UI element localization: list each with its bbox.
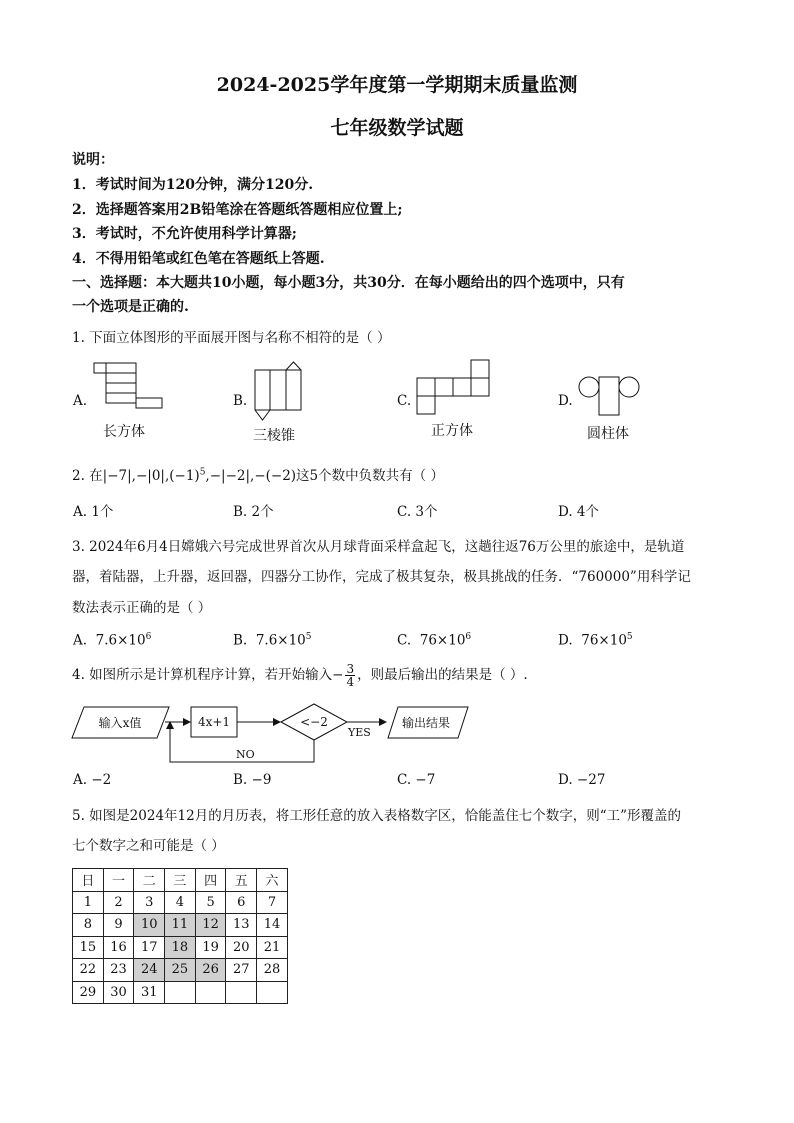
q2-option-d: D. 4个: [558, 504, 600, 520]
calendar-cell: 5: [195, 891, 226, 914]
calendar-cell: 27: [226, 959, 257, 982]
program-flowchart: [70, 700, 470, 768]
calendar-row: [73, 981, 288, 1004]
question-3-line: 3. 2024年6月4日嫦娥六号完成世界首次从月球背面采样盒起飞，这趟往返76万公里的旅途中，是轨道: [72, 539, 685, 555]
fraction: $\frac{3}{4}$: [346, 662, 355, 689]
calendar-cell: 30: [103, 981, 134, 1004]
calendar-header-cell: 四: [195, 869, 226, 892]
q1-option-a-caption: 长方体: [103, 424, 145, 440]
instruction-item: 2．选择题答案用2B铅笔涂在答题纸答题相应位置上;: [72, 202, 403, 218]
q2-option-c: C. 3个: [397, 504, 438, 520]
instruction-item: 4．不得用铅笔或红色笔在答题纸上答题.: [72, 251, 325, 267]
question-2-stem: 2. 在$|-7|,-|0|,(-1)^5,-|-2|,-(-2)$这5个数中负数共有（ ）: [72, 467, 444, 484]
calendar-header-cell: 三: [165, 869, 196, 892]
flow-yes-label: YES: [348, 726, 371, 739]
flow-input-text: 输入x值: [98, 716, 142, 730]
q4-option-b: B. −9: [233, 772, 272, 788]
calendar-cell: 29: [73, 981, 104, 1004]
section-heading-cont: 一个选项是正确的.: [72, 299, 189, 315]
calendar-header-cell: 六: [257, 869, 288, 892]
calendar-cell: 16: [103, 936, 134, 959]
calendar-cell: 12: [195, 914, 226, 937]
instructions-heading: 说明：: [72, 152, 114, 168]
cuboid-net-figure: [90, 358, 170, 414]
q4-option-d: D. −27: [558, 772, 606, 788]
q2-option-b: B. 2个: [233, 504, 274, 520]
calendar-cell: 8: [73, 914, 104, 937]
cube-net-figure: [413, 358, 493, 416]
cylinder-net-figure: [575, 375, 645, 417]
calendar-row: [73, 891, 288, 914]
calendar-cell: 3: [134, 891, 165, 914]
q3-option-c: C. $76\times 10^6$: [397, 632, 472, 649]
calendar-cell: 20: [226, 936, 257, 959]
q1-option-c-label: C.: [397, 393, 412, 409]
q1-option-a-label: A.: [73, 393, 88, 409]
calendar-cell: 22: [73, 959, 104, 982]
flow-no-label: NO: [236, 748, 255, 761]
calendar-cell: 28: [257, 959, 288, 982]
calendar-cell: 15: [73, 936, 104, 959]
q1-option-d-label: D.: [558, 393, 573, 409]
q1-option-c-caption: 正方体: [431, 423, 473, 439]
question-3-line: 器，着陆器，上升器，返回器，四器分工协作，完成了极其复杂，极具挑战的任务．“760000”用科学记: [72, 569, 691, 585]
calendar-row: [73, 959, 288, 982]
calendar-cell: 9: [103, 914, 134, 937]
question-5-line: 七个数字之和可能是（ ）: [72, 838, 225, 854]
question-1-stem: 1. 下面立体图形的平面展开图与名称不相符的是（ ）: [72, 330, 391, 346]
calendar-cell: 17: [134, 936, 165, 959]
q4-option-a: A. −2: [73, 772, 112, 788]
calendar-cell: 19: [195, 936, 226, 959]
q1-option-d-caption: 圆柱体: [587, 426, 629, 442]
calendar-cell: 24: [134, 959, 165, 982]
calendar-cell: 23: [103, 959, 134, 982]
calendar-cell: 1: [73, 891, 104, 914]
question-4-stem: 4. 如图所示是计算机程序计算，若开始输入− $\frac{3}{4}$ ，则最后输出的结果是（ ）.: [72, 662, 528, 689]
calendar-cell: 6: [226, 891, 257, 914]
flow-output-text: 输出结果: [401, 716, 451, 730]
question-3-line: 数法表示正确的是（ ）: [72, 600, 212, 616]
q2-option-a: A. 1个: [73, 504, 114, 520]
q1-option-b-caption: 三棱锥: [253, 428, 295, 444]
calendar-cell: 13: [226, 914, 257, 937]
triangular-pyramid-net-figure: [250, 360, 310, 424]
calendar-cell: 10: [134, 914, 165, 937]
calendar-cell: 7: [257, 891, 288, 914]
calendar-header-cell: 日: [73, 869, 104, 892]
calendar-header-cell: 五: [226, 869, 257, 892]
flow-condition-text: <−2: [300, 715, 328, 729]
q4-option-c: C. −7: [397, 772, 436, 788]
calendar-cell: 14: [257, 914, 288, 937]
q3-option-a: A. $7.6\times 10^6$: [73, 632, 152, 649]
calendar-cell: 25: [165, 959, 196, 982]
calendar-cell: 11: [165, 914, 196, 937]
calendar-header-cell: 二: [134, 869, 165, 892]
calendar-cell: 2: [103, 891, 134, 914]
calendar-cell: [257, 981, 288, 1004]
calendar-cell: 26: [195, 959, 226, 982]
calendar-header-cell: 一: [103, 869, 134, 892]
calendar-row: [73, 936, 288, 959]
flow-process-text: 4x+1: [197, 715, 231, 729]
calendar-cell: 31: [134, 981, 165, 1004]
calendar-table: [72, 868, 288, 1004]
calendar-cell: 18: [165, 936, 196, 959]
calendar-cell: [165, 981, 196, 1004]
calendar-cell: [195, 981, 226, 1004]
instruction-item: 1．考试时间为120分钟，满分120分.: [72, 177, 314, 193]
q3-option-b: B. $7.6\times 10^5$: [233, 632, 312, 649]
question-5-line: 5. 如图是2024年12月的月历表，将工形任意的放入表格数字区，恰能盖住七个数字，则“工”形覆盖的: [72, 808, 682, 824]
calendar-header-row: [73, 869, 288, 892]
exam-title: 2024-2025学年度第一学期期末质量监测: [216, 74, 578, 96]
calendar-row: [73, 914, 288, 937]
calendar-cell: [226, 981, 257, 1004]
q1-option-b-label: B.: [233, 393, 248, 409]
section-heading: 一、选择题：本大题共10小题，每小题3分，共30分．在每小题给出的四个选项中，只有: [72, 275, 625, 291]
exam-subtitle: 七年级数学试题: [330, 117, 464, 139]
calendar-cell: 4: [165, 891, 196, 914]
instruction-item: 3．考试时，不允许使用科学计算器;: [72, 226, 297, 242]
q3-option-d: D. $76\times 10^5$: [558, 632, 633, 649]
calendar-cell: 21: [257, 936, 288, 959]
